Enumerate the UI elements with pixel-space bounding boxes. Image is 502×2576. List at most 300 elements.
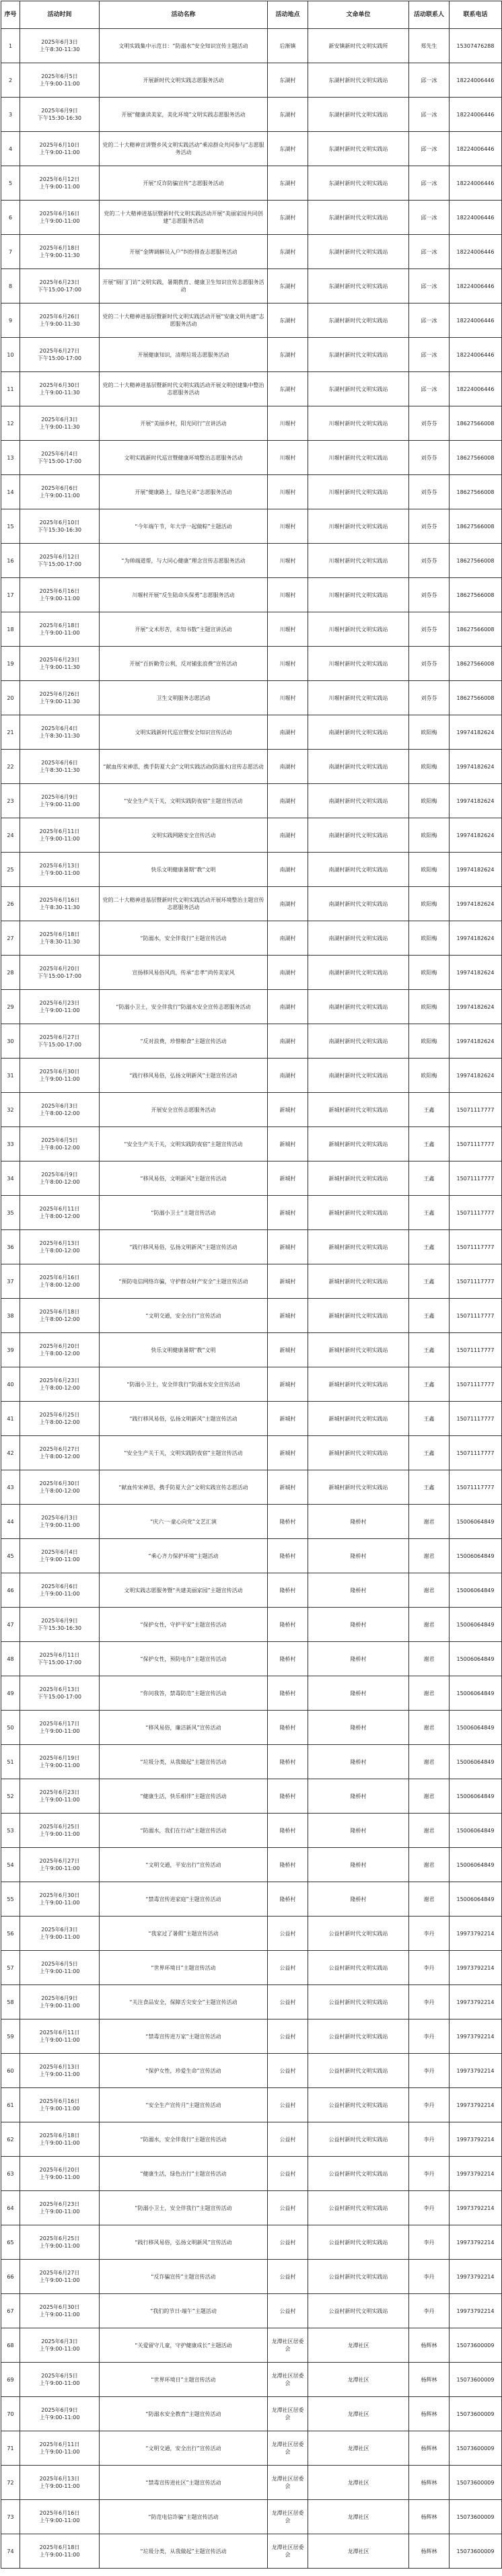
organizer-cell: 隆桥村 [308,1814,409,1848]
row-number-cell: 44 [1,1505,20,1539]
activity-time-cell: 2025年6月4日 上午8:30-11:30 [20,715,100,750]
row-number-cell: 57 [1,1951,20,1985]
contact-phone-cell: 15071117777 [450,1436,502,1470]
activity-name-cell: “移风易俗，文明新风”主题宣传活动 [100,1161,268,1196]
contact-person-cell: 王鑫 [409,1436,450,1470]
contact-person-cell: 刘芬芬 [409,441,450,475]
table-row [1,269,502,303]
contact-phone-cell: 18224006446 [450,132,502,166]
contact-phone-cell: 19973792214 [450,2225,502,2260]
organizer-cell: 隆桥村 [308,1848,409,1882]
activity-time-cell: 2025年6月27日 上午9:00-11:00 [20,1848,100,1882]
organizer-cell: 公益村新时代文明实践站 [308,1917,409,1951]
contact-phone-cell: 15073600009 [450,2397,502,2431]
row-number-cell: 33 [1,1127,20,1161]
activity-name-cell: “反对浪费，珍惜粮食”主题宣传活动 [100,1024,268,1059]
contact-phone-cell: 19974182624 [450,956,502,990]
contact-phone-cell: 19973792214 [450,2054,502,2088]
activity-time-cell: 2025年6月19日 上午9:00-11:00 [20,1745,100,1779]
organizer-cell: 东湖村新时代文明实践站 [308,235,409,269]
contact-phone-cell: 15073600009 [450,2328,502,2363]
contact-phone-cell: 15071117777 [450,1161,502,1196]
row-number-cell: 66 [1,2260,20,2294]
contact-phone-cell: 19974182624 [450,887,502,921]
contact-phone-cell: 15006064849 [450,1882,502,1917]
contact-person-cell: 谢君 [409,1848,450,1882]
row-number-cell: 50 [1,1711,20,1745]
contact-phone-cell: 15073600009 [450,2431,502,2466]
row-number-cell: 29 [1,990,20,1024]
contact-phone-cell: 19973792214 [450,2088,502,2122]
activity-location-cell: 东湖村 [268,132,308,166]
table-row [1,2225,502,2260]
table-row [1,509,502,544]
row-number-cell: 6 [1,201,20,235]
row-number-cell: 21 [1,715,20,750]
contact-person-cell: 王鑫 [409,1264,450,1299]
table-row [1,2397,502,2431]
contact-person-cell: 李丹 [409,2019,450,2054]
table-row [1,990,502,1024]
contact-phone-cell: 19974182624 [450,1059,502,1093]
contact-person-cell: 刘芬芬 [409,406,450,441]
activity-name-cell: “保护女性，预防电诈”主题宣传活动 [100,1642,268,1676]
activity-time-cell: 2025年6月3日 上午8:30-11:30 [20,29,100,63]
organizer-cell: 龙潭社区 [308,2397,409,2431]
activity-time-cell: 2025年6月30日 上午8:00-12:00 [20,1470,100,1505]
row-number-cell: 51 [1,1745,20,1779]
contact-phone-cell: 15071117777 [450,1196,502,1230]
activity-time-cell: 2025年6月27日 上午8:00-12:00 [20,1436,100,1470]
table-row [1,29,502,63]
activity-location-cell: 南湖村 [268,1024,308,1059]
activity-name-cell: “禁毒宣传进社区”主题宣传活动 [100,2466,268,2500]
table-row [1,372,502,406]
activity-location-cell: 川堰村 [268,509,308,544]
contact-phone-cell: 18627566008 [450,509,502,544]
activity-time-cell: 2025年6月16日 上午8:00-12:00 [20,1264,100,1299]
contact-phone-cell: 19974182624 [450,921,502,956]
organizer-cell: 龙潭社区 [308,2363,409,2397]
activity-location-cell: 龙潭社区居委会 [268,2363,308,2397]
table-row [1,715,502,750]
activity-name-cell: “你问我答，禁毒防范”主题宣传活动 [100,1676,268,1711]
organizer-cell: 东湖村新时代文明实践站 [308,269,409,303]
table-row [1,1676,502,1711]
organizer-cell: 隆桥村 [308,1676,409,1711]
contact-person-cell: 欧阳梅 [409,853,450,887]
row-number-cell: 49 [1,1676,20,1711]
activity-name-cell: “文明交通，安全出行”宣传活动 [100,2431,268,2466]
organizer-cell: 公益村新时代文明实践站 [308,2294,409,2328]
organizer-cell: 隆桥村 [308,1573,409,1608]
contact-person-cell: 谢君 [409,1642,450,1676]
activity-name-cell: 文明实践集中示范日：“防溺水”安全知识宣传主题活动 [100,29,268,63]
activity-time-cell: 2025年6月6日 上午9:00-11:00 [20,475,100,509]
organizer-cell: 南湖村新时代文明实践站 [308,715,409,750]
activity-location-cell: 新城村 [268,1093,308,1127]
row-number-cell: 73 [1,2500,20,2534]
activity-time-cell: 2025年6月11日 上午9:00-11:00 [20,2019,100,2054]
contact-phone-cell: 15073600009 [450,2363,502,2397]
table-row [1,887,502,921]
contact-phone-cell: 15006064849 [450,1642,502,1676]
activity-time-cell: 2025年6月25日 上午8:00-12:00 [20,1402,100,1436]
contact-person-cell: 谢君 [409,1573,450,1608]
activity-name-cell: 党的二十大精神进基层暨新时代文明实践活动开展文明创建集中整治志愿服务活动 [100,372,268,406]
activity-name-cell: “垃圾分类，从我做起”主题宣传活动 [100,1745,268,1779]
organizer-cell: 新城村新时代文明实践站 [308,1367,409,1402]
contact-phone-cell: 18224006446 [450,372,502,406]
row-number-cell: 11 [1,372,20,406]
organizer-cell: 川堰村新时代文明实践站 [308,406,409,441]
activity-location-cell: 东湖村 [268,201,308,235]
contact-phone-cell: 15006064849 [450,1676,502,1711]
row-number-cell: 37 [1,1264,20,1299]
activity-location-cell: 隆桥村 [268,1848,308,1882]
contact-phone-cell: 15006064849 [450,1539,502,1573]
activity-time-cell: 2025年6月9日 下午15:30-16:30 [20,98,100,132]
organizer-cell: 龙潭社区 [308,2431,409,2466]
activity-time-cell: 2025年6月27日 上午9:00-11:00 [20,2260,100,2294]
row-number-cell: 45 [1,1539,20,1573]
row-number-cell: 47 [1,1608,20,1642]
contact-phone-cell: 15006064849 [450,1814,502,1848]
organizer-cell: 南湖村新时代文明实践站 [308,887,409,921]
activity-location-cell: 公益村 [268,1917,308,1951]
row-number-cell: 69 [1,2363,20,2397]
activity-location-cell: 川堰村 [268,612,308,647]
contact-person-cell: 王鑫 [409,1367,450,1402]
organizer-cell: 隆桥村 [308,1711,409,1745]
organizer-cell: 川堰村新时代文明实践站 [308,475,409,509]
activity-location-cell: 川堰村 [268,681,308,715]
activity-time-cell: 2025年6月20日 上午8:00-12:00 [20,1333,100,1367]
organizer-cell: 隆桥村 [308,1539,409,1573]
activity-name-cell: 快乐文明健康暑期“教”文明 [100,853,268,887]
contact-person-cell: 杨辉林 [409,2328,450,2363]
table-row [1,1333,502,1367]
activity-time-cell: 2025年6月9日 上午8:00-12:00 [20,1161,100,1196]
contact-person-cell: 邱一冰 [409,166,450,201]
row-number-cell: 74 [1,2534,20,2569]
contact-phone-cell: 18224006446 [450,63,502,98]
contact-phone-cell: 19973792214 [450,2122,502,2157]
contact-phone-cell: 15071117777 [450,1299,502,1333]
activity-name-cell: “防溺小卫士，安全伴我行”防溺水安全宣传活动 [100,1367,268,1402]
activity-name-cell: “健康生活，绿色出行”主题宣传活动 [100,2157,268,2191]
row-number-cell: 23 [1,784,20,818]
activity-name-cell: “文明交通，平安出行”宣传活动 [100,1848,268,1882]
contact-person-cell: 王鑫 [409,1127,450,1161]
table-body [1,29,502,2569]
contact-phone-cell: 15006064849 [450,1779,502,1814]
activity-time-cell: 2025年6月9日 上午9:00-11:00 [20,784,100,818]
row-number-cell: 34 [1,1161,20,1196]
activity-location-cell: 公益村 [268,2294,308,2328]
activity-time-cell: 2025年6月16日 上午9:00-11:00 [20,578,100,612]
table-row [1,1745,502,1779]
activity-name-cell: “防范电信诈骗”主题宣传活动 [100,2500,268,2534]
activity-location-cell: 东湖村 [268,166,308,201]
activity-name-cell: 卫生文明服务志愿活动 [100,681,268,715]
contact-person-cell: 谢君 [409,1779,450,1814]
activity-location-cell: 南湖村 [268,921,308,956]
activity-time-cell: 2025年6月17日 上午9:00-11:00 [20,1711,100,1745]
contact-phone-cell: 19973792214 [450,2157,502,2191]
row-number-cell: 13 [1,441,20,475]
contact-phone-cell: 19973792214 [450,1917,502,1951]
row-number-cell: 24 [1,818,20,853]
activity-location-cell: 南湖村 [268,887,308,921]
activity-time-cell: 2025年6月23日 上午8:00-12:00 [20,1367,100,1402]
contact-person-cell: 李丹 [409,1985,450,2019]
organizer-cell: 公益村新时代文明实践站 [308,2088,409,2122]
activity-time-cell: 2025年6月20日 上午9:00-11:00 [20,2157,100,2191]
activity-time-cell: 2025年6月18日 上午8:30-11:30 [20,921,100,956]
activity-name-cell: 开展“百折勤劳公利，反对铺张浪费”宣传活动 [100,647,268,681]
organizer-cell: 川堰村新时代文明实践站 [308,681,409,715]
row-number-cell: 64 [1,2191,20,2225]
organizer-cell: 隆桥村 [308,1608,409,1642]
activity-time-cell: 2025年6月9日 上午9:00-11:00 [20,2397,100,2431]
row-number-cell: 42 [1,1436,20,1470]
contact-person-cell: 李丹 [409,2122,450,2157]
table-row [1,1161,502,1196]
contact-phone-cell: 18627566008 [450,406,502,441]
contact-phone-cell: 18224006446 [450,201,502,235]
activity-location-cell: 新城村 [268,1367,308,1402]
row-number-cell: 16 [1,544,20,578]
activity-location-cell: 隆桥村 [268,1814,308,1848]
activity-location-cell: 川堰村 [268,647,308,681]
activity-name-cell: 开展健康知识，清理垃圾志愿服务活动 [100,338,268,372]
activity-name-cell: “世界环境日”主题宣传活动 [100,1951,268,1985]
row-number-cell: 56 [1,1917,20,1951]
activity-time-cell: 2025年6月27日 下午15:00-17:00 [20,338,100,372]
contact-phone-cell: 15071117777 [450,1230,502,1264]
activity-location-cell: 东湖村 [268,338,308,372]
organizer-cell: 新城村新时代文明实践站 [308,1161,409,1196]
table-row [1,1642,502,1676]
organizer-cell: 东湖村新时代文明实践站 [308,98,409,132]
organizer-cell: 东湖村新时代文明实践站 [308,63,409,98]
activity-name-cell: 开展安全宣传志愿服务活动 [100,1093,268,1127]
activity-name-cell: 开展“厕门门访”文明实践，暑期教育、健康卫生知识宣传志愿服务活动 [100,269,268,303]
activity-name-cell: “安全生产关于关，文明实践防夜宿”主题宣传活动 [100,1127,268,1161]
row-number-cell: 65 [1,2225,20,2260]
organizer-cell: 南湖村新时代文明实践站 [308,956,409,990]
activity-name-cell: 川堰村开展“反生陆命头保勇”志愿服务活动 [100,578,268,612]
contact-person-cell: 邱一冰 [409,201,450,235]
organizer-cell: 公益村新时代文明实践站 [308,2054,409,2088]
contact-person-cell: 欧阳梅 [409,956,450,990]
activity-location-cell: 东湖村 [268,303,308,338]
contact-person-cell: 邱一冰 [409,303,450,338]
column-header: 活动地点 [268,1,308,29]
activity-location-cell: 新城村 [268,1161,308,1196]
activity-time-cell: 2025年6月13日 下午15:00-17:00 [20,1676,100,1711]
organizer-cell: 新城村新时代文明实践站 [308,1470,409,1505]
table-row [1,647,502,681]
activity-time-cell: 2025年6月10日 下午15:30-16:30 [20,509,100,544]
table-row [1,1848,502,1882]
activity-name-cell: “安全生产宣传月”主题宣传活动 [100,2088,268,2122]
activity-name-cell: “关注食品安全，保障舌尖安全”主题宣传活动 [100,1985,268,2019]
row-number-cell: 28 [1,956,20,990]
contact-person-cell: 刘芬芬 [409,544,450,578]
row-number-cell: 1 [1,29,20,63]
contact-person-cell: 李丹 [409,2294,450,2328]
activity-location-cell: 新城村 [268,1470,308,1505]
row-number-cell: 71 [1,2431,20,2466]
activity-name-cell: “我家过了暑假”主题宣传活动 [100,1917,268,1951]
row-number-cell: 53 [1,1814,20,1848]
contact-phone-cell: 19974182624 [450,1024,502,1059]
activity-location-cell: 公益村 [268,1985,308,2019]
activity-name-cell: “预防电信网络诈骗，守护群众财产安全”主题宣传活动 [100,1264,268,1299]
activity-name-cell: “安全生产关于关，文明实践防夜宿”主题宣传活动 [100,784,268,818]
contact-phone-cell: 18627566008 [450,681,502,715]
activity-location-cell: 新城村 [268,1299,308,1333]
contact-person-cell: 李丹 [409,1917,450,1951]
organizer-cell: 隆桥村 [308,1745,409,1779]
organizer-cell: 川堰村新时代文明实践站 [308,578,409,612]
organizer-cell: 川堰村新时代文明实践站 [308,509,409,544]
table-row [1,853,502,887]
activity-location-cell: 南湖村 [268,1059,308,1093]
organizer-cell: 龙潭社区 [308,2534,409,2569]
table-row [1,63,502,98]
activity-schedule-table [1,1,502,2569]
contact-person-cell: 李丹 [409,1951,450,1985]
activity-location-cell: 隆桥村 [268,1573,308,1608]
activity-time-cell: 2025年6月13日 上午9:00-11:00 [20,2054,100,2088]
activity-name-cell: “防溺水安全教育”主题宣传活动 [100,2397,268,2431]
contact-person-cell: 谢君 [409,1539,450,1573]
activity-location-cell: 新城村 [268,1333,308,1367]
contact-person-cell: 李丹 [409,2088,450,2122]
activity-location-cell: 新城村 [268,1436,308,1470]
activity-name-cell: “文明交通，安全出行”宣传活动 [100,1299,268,1333]
contact-phone-cell: 19974182624 [450,784,502,818]
row-number-cell: 2 [1,63,20,98]
contact-phone-cell: 15073600009 [450,2500,502,2534]
contact-phone-cell: 15006064849 [450,1608,502,1642]
row-number-cell: 61 [1,2088,20,2122]
row-number-cell: 15 [1,509,20,544]
activity-location-cell: 公益村 [268,2088,308,2122]
contact-person-cell: 邱一冰 [409,235,450,269]
activity-time-cell: 2025年6月23日 上午9:00-11:30 [20,647,100,681]
activity-name-cell: 文明实践新时代巡宣暨安全知识宣传活动 [100,715,268,750]
contact-phone-cell: 18627566008 [450,544,502,578]
organizer-cell: 龙潭社区 [308,2328,409,2363]
table-row [1,2363,502,2397]
activity-location-cell: 东湖村 [268,372,308,406]
table-row [1,1299,502,1333]
contact-phone-cell: 15006064849 [450,1573,502,1608]
table-row [1,1024,502,1059]
contact-phone-cell: 18627566008 [450,441,502,475]
activity-location-cell: 隆桥村 [268,1642,308,1676]
activity-name-cell: “关爱留守儿童，守护健康成长”主题活动 [100,2328,268,2363]
organizer-cell: 南湖村新时代文明实践站 [308,784,409,818]
organizer-cell: 新城村新时代文明实践站 [308,1230,409,1264]
table-row [1,132,502,166]
activity-name-cell: “世界环境日”主题宣传活动 [100,2363,268,2397]
organizer-cell: 新城村新时代文明实践站 [308,1127,409,1161]
table-row [1,750,502,784]
table-row [1,921,502,956]
row-number-cell: 4 [1,132,20,166]
table-row [1,2294,502,2328]
contact-phone-cell: 15071117777 [450,1127,502,1161]
contact-person-cell: 欧阳梅 [409,990,450,1024]
row-number-cell: 55 [1,1882,20,1917]
contact-phone-cell: 19973792214 [450,2191,502,2225]
contact-phone-cell: 15071117777 [450,1402,502,1436]
contact-person-cell: 谢君 [409,1711,450,1745]
contact-person-cell: 谢君 [409,1882,450,1917]
activity-name-cell: “防溺小卫士”主题宣传活动 [100,1196,268,1230]
activity-location-cell: 隆桥村 [268,1539,308,1573]
activity-name-cell: “为帅端道帮，与大同心健康”理念宣传志愿服务活动 [100,544,268,578]
activity-time-cell: 2025年6月11日 上午9:00-11:00 [20,2431,100,2466]
table-row [1,2122,502,2157]
activity-time-cell: 2025年6月20日 下午15:00-17:00 [20,956,100,990]
activity-time-cell: 2025年6月25日 上午9:00-11:00 [20,2225,100,2260]
activity-location-cell: 龙潭社区居委会 [268,2431,308,2466]
table-row [1,2328,502,2363]
contact-phone-cell: 18224006446 [450,338,502,372]
activity-time-cell: 2025年6月5日 上午8:00-12:00 [20,1127,100,1161]
table-row [1,1402,502,1436]
row-number-cell: 20 [1,681,20,715]
activity-time-cell: 2025年6月13日 上午9:00-11:00 [20,853,100,887]
activity-time-cell: 2025年6月16日 上午9:00-11:00 [20,2088,100,2122]
row-number-cell: 32 [1,1093,20,1127]
activity-name-cell: 开展“健康读美家，美化环境”文明实践志愿服务活动 [100,98,268,132]
activity-location-cell: 隆桥村 [268,1745,308,1779]
contact-person-cell: 王鑫 [409,1470,450,1505]
activity-time-cell: 2025年6月3日 上午9:00-11:00 [20,1505,100,1539]
activity-time-cell: 2025年6月16日 上午9:00-11:00 [20,201,100,235]
table-row [1,1264,502,1299]
activity-location-cell: 东湖村 [268,98,308,132]
activity-time-cell: 2025年6月16日 上午9:00-11:00 [20,2500,100,2534]
activity-time-cell: 2025年6月11日 上午9:00-11:00 [20,818,100,853]
table-row [1,1059,502,1093]
table-row [1,1917,502,1951]
table-row [1,1573,502,1608]
table-row [1,303,502,338]
contact-person-cell: 杨辉林 [409,2397,450,2431]
contact-person-cell: 杨辉林 [409,2534,450,2569]
activity-name-cell: 开展“金牌调解员入户”纠纷排查志愿服务活动 [100,235,268,269]
row-number-cell: 31 [1,1059,20,1093]
organizer-cell: 东湖村新时代文明实践站 [308,372,409,406]
contact-person-cell: 谢君 [409,1745,450,1779]
activity-name-cell: 党的二十大精神宣讲暨乡风文明实践活动“乘凉群众共同参与”志愿服务活动 [100,132,268,166]
activity-location-cell: 隆桥村 [268,1505,308,1539]
contact-phone-cell: 15006064849 [450,1745,502,1779]
contact-phone-cell: 18627566008 [450,475,502,509]
contact-phone-cell: 15071117777 [450,1367,502,1402]
organizer-cell: 川堰村新时代文明实践站 [308,441,409,475]
activity-name-cell: 党的二十大精神进基层暨新时代文明实践活动开展“安康文明共建”志愿服务活动 [100,303,268,338]
activity-name-cell: “庆六一·童心向党”文艺汇演 [100,1505,268,1539]
